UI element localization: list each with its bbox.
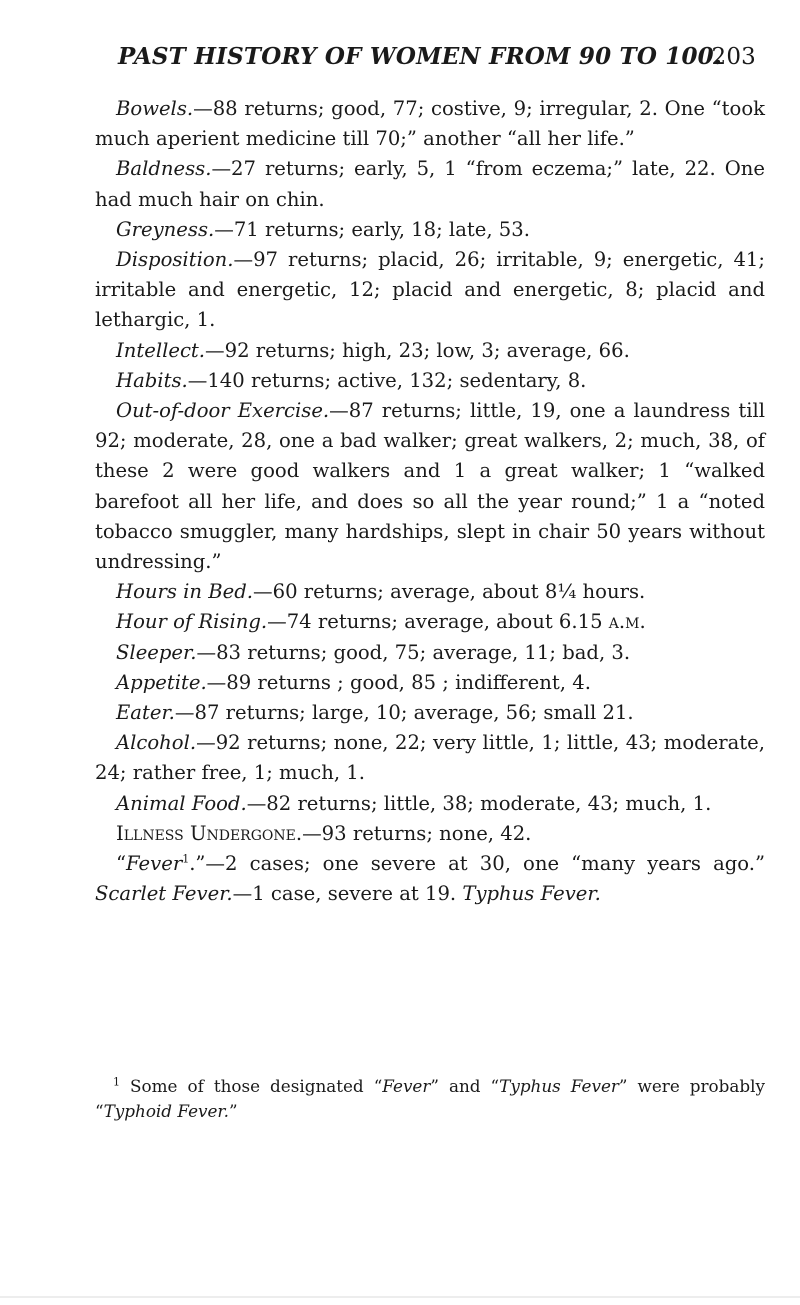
text-intellect: —92 returns; high, 23; low, 3; average, 66.	[205, 338, 630, 362]
paragraph-eater	[95, 698, 765, 728]
time-suffix: a.m.	[608, 610, 646, 634]
footnote-reference: 1	[182, 852, 190, 866]
heading-fever: Fever	[126, 852, 183, 876]
heading-disposition: Disposition.	[116, 248, 234, 272]
heading-sleeper: Sleeper.	[116, 640, 197, 664]
footnote-paragraph	[95, 1074, 765, 1124]
footnote-text-d: ”	[228, 1101, 238, 1121]
heading-intellect: Intellect.	[116, 338, 206, 362]
footnote-typhoid: Typhoid Fever.	[103, 1101, 229, 1121]
footnote	[95, 1074, 765, 1124]
text-animal-food: —82 returns; little, 38; moderate, 43; much, 1.	[246, 791, 712, 815]
heading-appetite: Appetite.	[116, 670, 207, 694]
heading-scarlet-fever: Scarlet Fever.	[95, 882, 233, 906]
text-fever-b: —1 case, severe at 19.	[232, 882, 463, 906]
paragraph-greyness	[95, 215, 765, 245]
text-hour-of-rising: —74 returns; average, about 6.15	[267, 610, 609, 634]
footnote-typhus: Typhus Fever	[499, 1076, 619, 1096]
footnote-marker: 1	[113, 1075, 120, 1089]
footnote-text-c: ” were probably “	[95, 1076, 765, 1121]
paragraph-intellect	[95, 336, 765, 366]
text-habits: —140 returns; active, 132; sedentary, 8.	[187, 368, 587, 392]
heading-animal-food: Animal Food.	[116, 791, 247, 815]
paragraph-sleeper	[95, 638, 765, 668]
fever-open-quote: “	[116, 852, 127, 876]
text-appetite: —89 returns ; good, 85 ; indifferent, 4.	[206, 670, 591, 694]
text-alcohol: —92 returns; none, 22; very little, 1; little, 43; moderate, 24; rather free, 1; much, 1.	[95, 731, 765, 785]
footnote-text-b: ” and “	[430, 1076, 500, 1096]
heading-hour-of-rising: Hour of Rising.	[116, 610, 268, 634]
paragraph-appetite	[95, 668, 765, 698]
heading-habits: Habits.	[116, 368, 188, 392]
running-header	[118, 42, 758, 72]
text-baldness: —27 returns; early, 5, 1 “from eczema;” late, 22. One had much hair on chin.	[95, 157, 765, 211]
paragraph-hours-in-bed	[95, 577, 765, 607]
text-illness: —93 returns; none, 42.	[302, 821, 532, 845]
text-disposition: —97 returns; placid, 26; irritable, 9; energetic, 41; irritable and energetic, 12; placid and energetic, 8; placid and lethargic, 1.	[95, 248, 765, 332]
text-bowels: —88 returns; good, 77; costive, 9; irregular, 2. One “took much aperient medicine till 70;” another “all her life.”	[95, 97, 765, 151]
text-greyness: —71 returns; early, 18; late, 53.	[214, 217, 530, 241]
paragraph-habits	[95, 366, 765, 396]
paragraph-animal-food	[95, 789, 765, 819]
paragraph-alcohol	[95, 728, 765, 788]
footnote-text-a: Some of those designated “	[120, 1076, 383, 1096]
text-fever-a: .”—2 cases; one severe at 30, one “many years ago.”	[189, 852, 765, 876]
heading-alcohol: Alcohol.	[116, 731, 197, 755]
paragraph-bowels	[95, 94, 765, 154]
paragraph-hour-of-rising	[95, 607, 765, 637]
heading-hours-in-bed: Hours in Bed.	[116, 580, 254, 604]
heading-bowels: Bowels.	[116, 97, 194, 120]
paragraph-baldness	[95, 154, 765, 214]
footnote-fever: Fever	[382, 1076, 431, 1096]
text-exercise: —87 returns; little, 19, one a laundress till 92; moderate, 28, one a bad walker; great walkers, 2; much, 38, of these 2 were good walkers and 1 a great walker; 1 “walked barefoot all her life, and does so all the year round;” 1 a “noted tobacco smuggler, many hardships, slept in chair 50 years without undressing.”	[95, 399, 766, 574]
heading-exercise: Out-of-door Exercise.	[116, 399, 330, 423]
paragraph-illness	[95, 819, 765, 849]
page-edge-shadow	[0, 1296, 800, 1298]
heading-illness: Illness Undergone.	[116, 821, 303, 845]
paragraph-disposition	[95, 245, 765, 336]
heading-eater: Eater.	[116, 701, 175, 725]
page-body	[95, 94, 765, 909]
text-sleeper: —83 returns; good, 75; average, 11; bad, 3.	[196, 640, 631, 664]
paragraph-fever	[95, 849, 765, 909]
running-title: PAST HISTORY OF WOMEN FROM 90 TO 100.	[118, 43, 723, 70]
heading-baldness: Baldness.	[116, 157, 212, 181]
heading-greyness: Greyness.	[116, 217, 215, 241]
page-number: 203	[711, 44, 756, 70]
text-eater: —87 returns; large, 10; average, 56; small 21.	[174, 701, 634, 725]
text-hours-in-bed: —60 returns; average, about 8¼ hours.	[253, 580, 646, 604]
heading-typhus-fever: Typhus Fever.	[462, 882, 601, 906]
paragraph-exercise	[95, 396, 765, 577]
